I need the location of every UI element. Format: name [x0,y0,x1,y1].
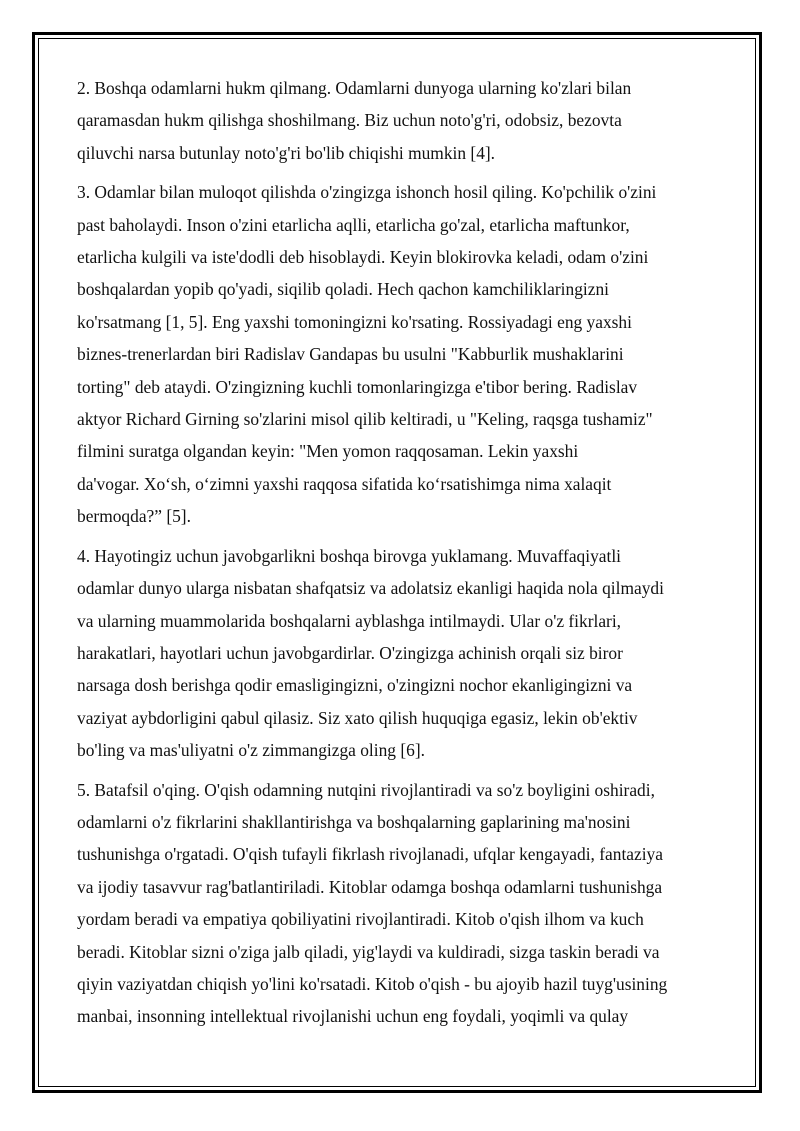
paragraph-3 [77,176,727,532]
text-line: va ularning muammolarida boshqalarni ayblashga intilmaydi. Ular o'z fikrlari, [77,610,622,631]
text-line: filmini suratga olgandan keyin: "Men yomon raqqosaman. Lekin yaxshi [77,441,579,462]
text-line: harakatlari, hayotlari uchun javobgardirlar. O'zingizga achinish orqali siz biror [77,642,623,663]
text-line: torting" deb ataydi. O'zingizning kuchli tomonlaringizga e'tibor bering. Radislav [77,376,638,397]
text-line: past baholaydi. Inson o'zini etarlicha aqlli, etarlicha go'zal, etarlicha maftunkor, [77,214,630,235]
text-line: etarlicha kulgili va iste'dodli deb hisoblaydi. Keyin blokirovka keladi, odam o'zini [77,247,649,268]
text-line: bermoqda?” [5]. [77,506,191,527]
text-line: biznes-trenerlardan biri Radislav Gandapas bu usulni "Kabburlik mushaklarini [77,344,624,365]
document-body [77,72,727,1040]
text-line: odamlarni o'z fikrlarini shakllantirishga va boshqalarning gaplarining ma'nosini [77,811,631,832]
paragraph-4 [77,540,727,767]
text-line: qiluvchi narsa butunlay noto'g'ri bo'lib chiqishi mumkin [4]. [77,142,496,163]
text-line: 5. Batafsil o'qing. O'qish odamning nutqini rivojlantiradi va so'z boyligini oshiradi, [77,779,655,800]
text-line: manbai, insonning intellektual rivojlanishi uchun eng foydali, yoqimli va qulay [77,1006,629,1027]
text-line: da'vogar. Xo‘sh, o‘zimni yaxshi raqqosa sifatida ko‘rsatishimga nima xalaqit [77,473,612,494]
text-line: qaramasdan hukm qilishga shoshilmang. Biz uchun noto'g'ri, odobsiz, bezovta [77,110,622,131]
text-line: beradi. Kitoblar sizni o'ziga jalb qiladi, yig'laydi va kuldiradi, sizga taskin beradi va [77,941,660,962]
text-line: qiyin vaziyatdan chiqish yo'lini ko'rsatadi. Kitob o'qish - bu ajoyib hazil tuyg'usining [77,973,668,994]
text-line: 3. Odamlar bilan muloqot qilishda o'zingizga ishonch hosil qiling. Ko'pchilik o'zini [77,182,657,203]
text-line: 4. Hayotingiz uchun javobgarlikni boshqa birovga yuklamang. Muvaffaqiyatli [77,545,621,566]
text-line: odamlar dunyo ularga nisbatan shafqatsiz va adolatsiz ekanligi haqida nola qilmaydi [77,578,664,599]
text-line: ko'rsatmang [1, 5]. Eng yaxshi tomoningizni ko'rsating. Rossiyadagi eng yaxshi [77,311,632,332]
paragraph-5 [77,774,727,1033]
text-line: aktyor Richard Girning so'zlarini misol qilib keltiradi, u "Keling, raqsga tushamiz" [77,409,653,430]
paragraph-2 [77,72,727,169]
text-line: narsaga dosh berishga qodir emasligingizni, o'zingizni nochor ekanligingizni va [77,675,633,696]
text-line: tushunishga o'rgatadi. O'qish tufayli fikrlash rivojlanadi, ufqlar kengayadi, fantaziya [77,844,663,865]
text-line: bo'ling va mas'uliyatni o'z zimmangizga oling [6]. [77,740,425,761]
text-line: va ijodiy tasavvur rag'batlantiriladi. Kitoblar odamga boshqa odamlarni tushunishga [77,876,663,897]
text-line: boshqalardan yopib qo'yadi, siqilib qoladi. Hech qachon kamchiliklaringizni [77,279,609,300]
text-line: yordam beradi va empatiya qobiliyatini rivojlantiradi. Kitob o'qish ilhom va kuch [77,909,644,930]
text-line: 2. Boshqa odamlarni hukm qilmang. Odamlarni dunyoga ularning ko'zlari bilan [77,78,632,98]
text-line: vaziyat aybdorligini qabul qilasiz. Siz xato qilish huquqiga egasiz, lekin ob'ektiv [77,707,638,728]
